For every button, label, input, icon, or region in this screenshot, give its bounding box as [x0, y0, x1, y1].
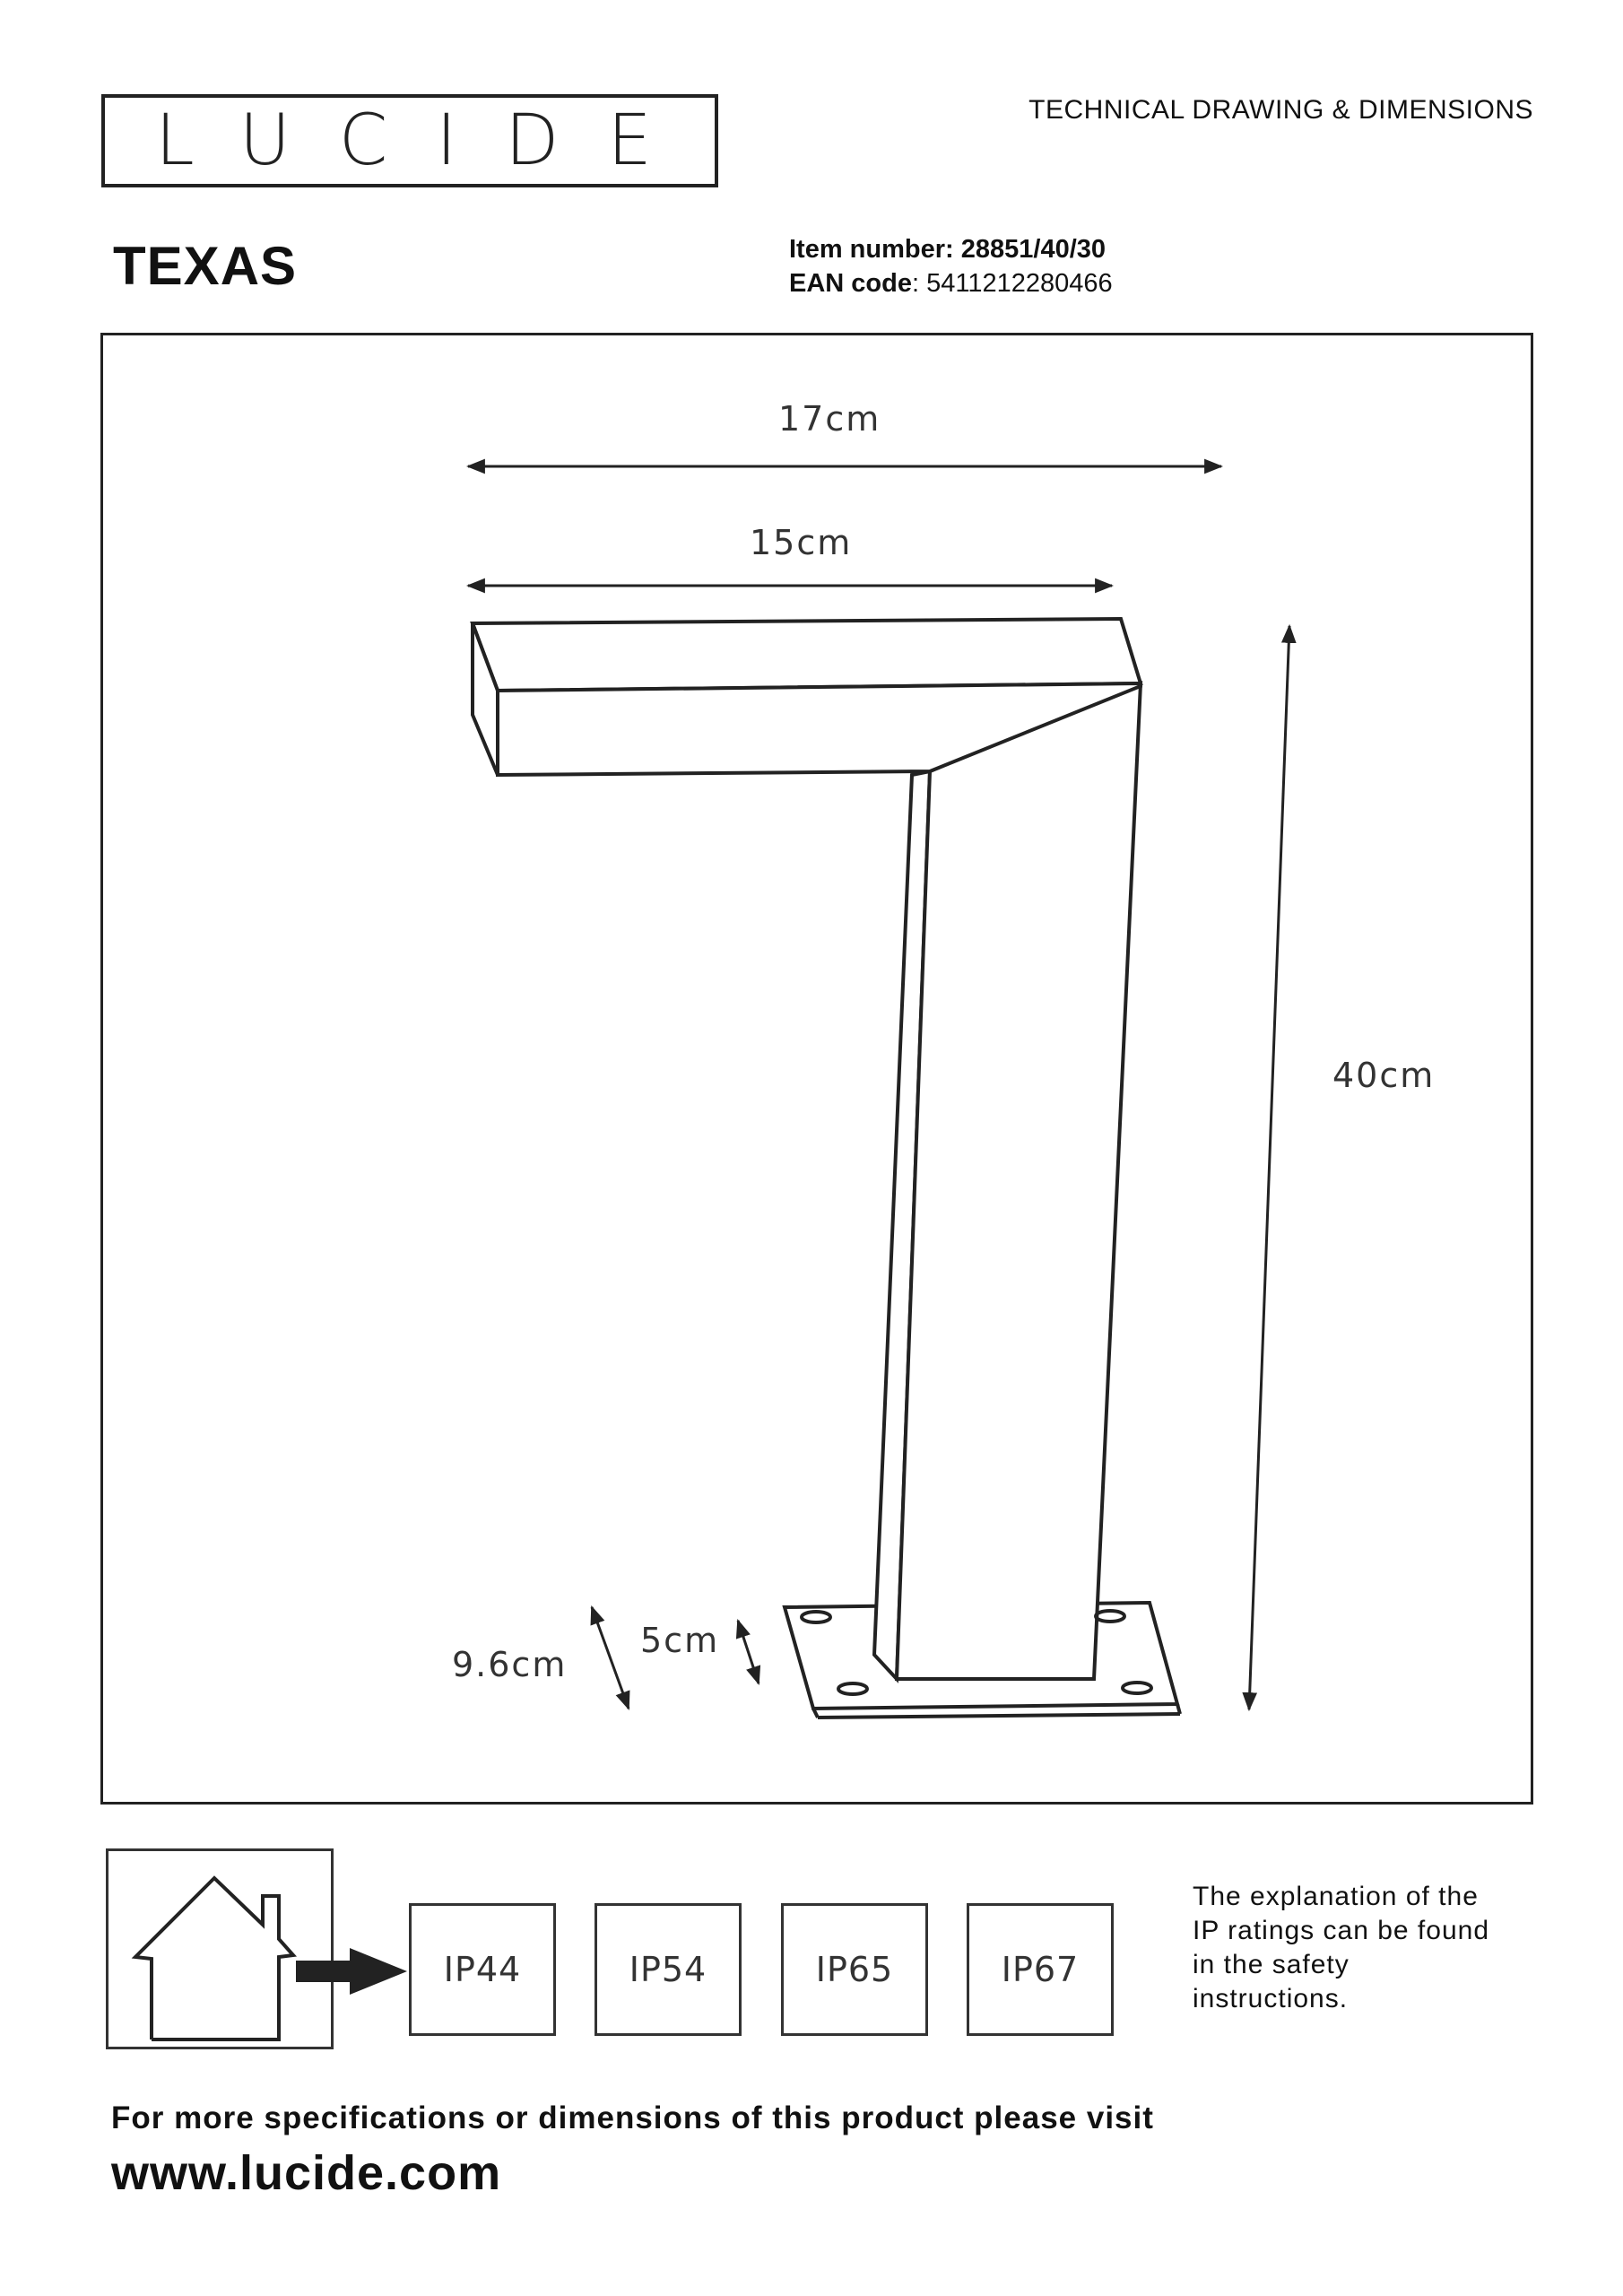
- ip-rating-box: IP67: [967, 1903, 1114, 2036]
- post-depth-arrow: [738, 1621, 759, 1683]
- width-total-label: 17cm: [778, 399, 881, 439]
- height-arrow: [1249, 626, 1289, 1709]
- ip-rating-box: IP44: [409, 1903, 556, 2036]
- ip-note-line: IP ratings can be found: [1193, 1916, 1489, 1945]
- arrow-right-icon: [296, 1946, 412, 1996]
- base-depth-arrow: [592, 1607, 629, 1709]
- footer-url-link[interactable]: www.lucide.com: [111, 2146, 502, 2200]
- item-number-label: Item number:: [789, 235, 954, 264]
- lamp-outline: [473, 619, 1180, 1718]
- ip-rating-box: IP65: [781, 1903, 928, 2036]
- product-name: TEXAS: [113, 236, 298, 296]
- height-label: 40cm: [1332, 1056, 1436, 1095]
- post-depth-label: 5cm: [640, 1621, 720, 1660]
- item-number-value: 28851/40/30: [960, 235, 1107, 264]
- ean-value: : 5411212280466: [911, 269, 1113, 298]
- document-type: TECHNICAL DRAWING & DIMENSIONS: [1028, 95, 1533, 125]
- brand-logo: LUCIDE: [155, 100, 700, 181]
- ip-note-line: instructions.: [1193, 1984, 1349, 2013]
- ean-label: EAN code: [789, 269, 912, 298]
- width-arm-label: 15cm: [750, 523, 853, 562]
- base-depth-label: 9.6cm: [452, 1645, 568, 1684]
- ip-note-line: in the safety: [1193, 1950, 1350, 1979]
- footer-text: For more specifications or dimensions of this product please visit: [111, 2100, 1154, 2135]
- ip-rating-box: IP54: [595, 1903, 742, 2036]
- ip-note-line: The explanation of the: [1193, 1882, 1479, 1911]
- ip-explanation-note: [1193, 1880, 1551, 2016]
